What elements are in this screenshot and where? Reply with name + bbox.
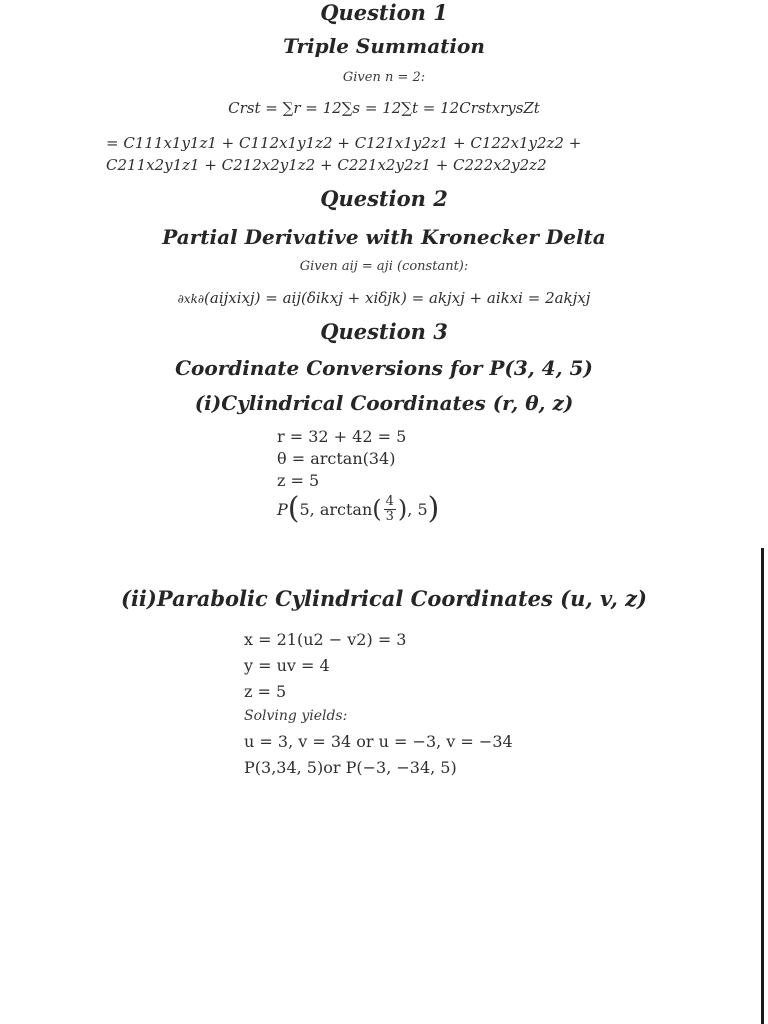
- q1-title: Triple Summation: [283, 34, 485, 58]
- q3-part1-point: [277, 491, 440, 526]
- q1-formula: Crst = ∑r = 12∑s = 12∑t = 12CrstxrysZt: [228, 99, 540, 117]
- q2-formula-body: (aijxixj) = aij(δikxj + xiδjk) = akjxj + aikxi = 2akjxj: [204, 289, 591, 307]
- q2-given: Given aij = aji (constant):: [299, 259, 469, 274]
- page-edge-rule: [761, 548, 764, 1024]
- q1-given: Given n = 2:: [342, 70, 426, 85]
- q2-title: Partial Derivative with Kronecker Delta: [162, 225, 606, 249]
- q3-part1-title: (i)Cylindrical Coordinates (r, θ, z): [194, 391, 574, 415]
- q3-part1-line-r: r = 32 + 42 = 5: [277, 427, 407, 446]
- q1-expansion-line-1: = C111x1y1z1 + C112x1y1z2 + C121x1y2z1 + C122x1y2z2 +: [106, 134, 582, 152]
- q3-part2-solving: Solving yields:: [244, 708, 348, 724]
- q2-heading: Question 2: [320, 186, 448, 211]
- fraction-numerator: 4: [385, 493, 394, 509]
- open-paren-glyph: (: [287, 491, 300, 526]
- q3-part2-line-z: z = 5: [244, 682, 287, 701]
- q2-formula: [0, 288, 768, 307]
- q1-heading: Question 1: [320, 0, 448, 25]
- q3-part1-line-theta: θ = arctan(34): [277, 449, 396, 468]
- q3-heading: Question 3: [320, 319, 448, 344]
- q3-part2-line-y: y = uv = 4: [244, 656, 330, 675]
- fraction-four-thirds: [384, 495, 396, 523]
- q3-title: Coordinate Conversions for P(3, 4, 5): [175, 356, 593, 380]
- q2-formula-prefix: ∂xk∂: [177, 292, 205, 306]
- q3-part2-line-x: x = 21(u2 − v2) = 3: [244, 630, 407, 649]
- close-paren-glyph: ): [427, 491, 440, 526]
- q1-expansion-line-2: C211x2y1z1 + C212x2y1z2 + C221x2y2z1 + C222x2y2z2: [106, 156, 547, 174]
- q3-part1-point-prefix: P: [277, 499, 288, 519]
- fraction-denominator: 3: [385, 508, 394, 524]
- open-paren-small-glyph: (: [372, 495, 382, 523]
- q3-part1-line-z: z = 5: [277, 471, 320, 490]
- q3-part2-solution: u = 3, v = 34 or u = −3, v = −34: [244, 732, 513, 751]
- q3-part2-point: P(3,34, 5)or P(−3, −34, 5): [244, 758, 457, 777]
- q3-part1-point-last: , 5: [407, 499, 428, 519]
- q3-part1-point-first: 5, arctan: [299, 499, 373, 519]
- q3-part2-title: (ii)Parabolic Cylindrical Coordinates (u, v, z): [121, 586, 647, 611]
- close-paren-small-glyph: ): [397, 495, 408, 523]
